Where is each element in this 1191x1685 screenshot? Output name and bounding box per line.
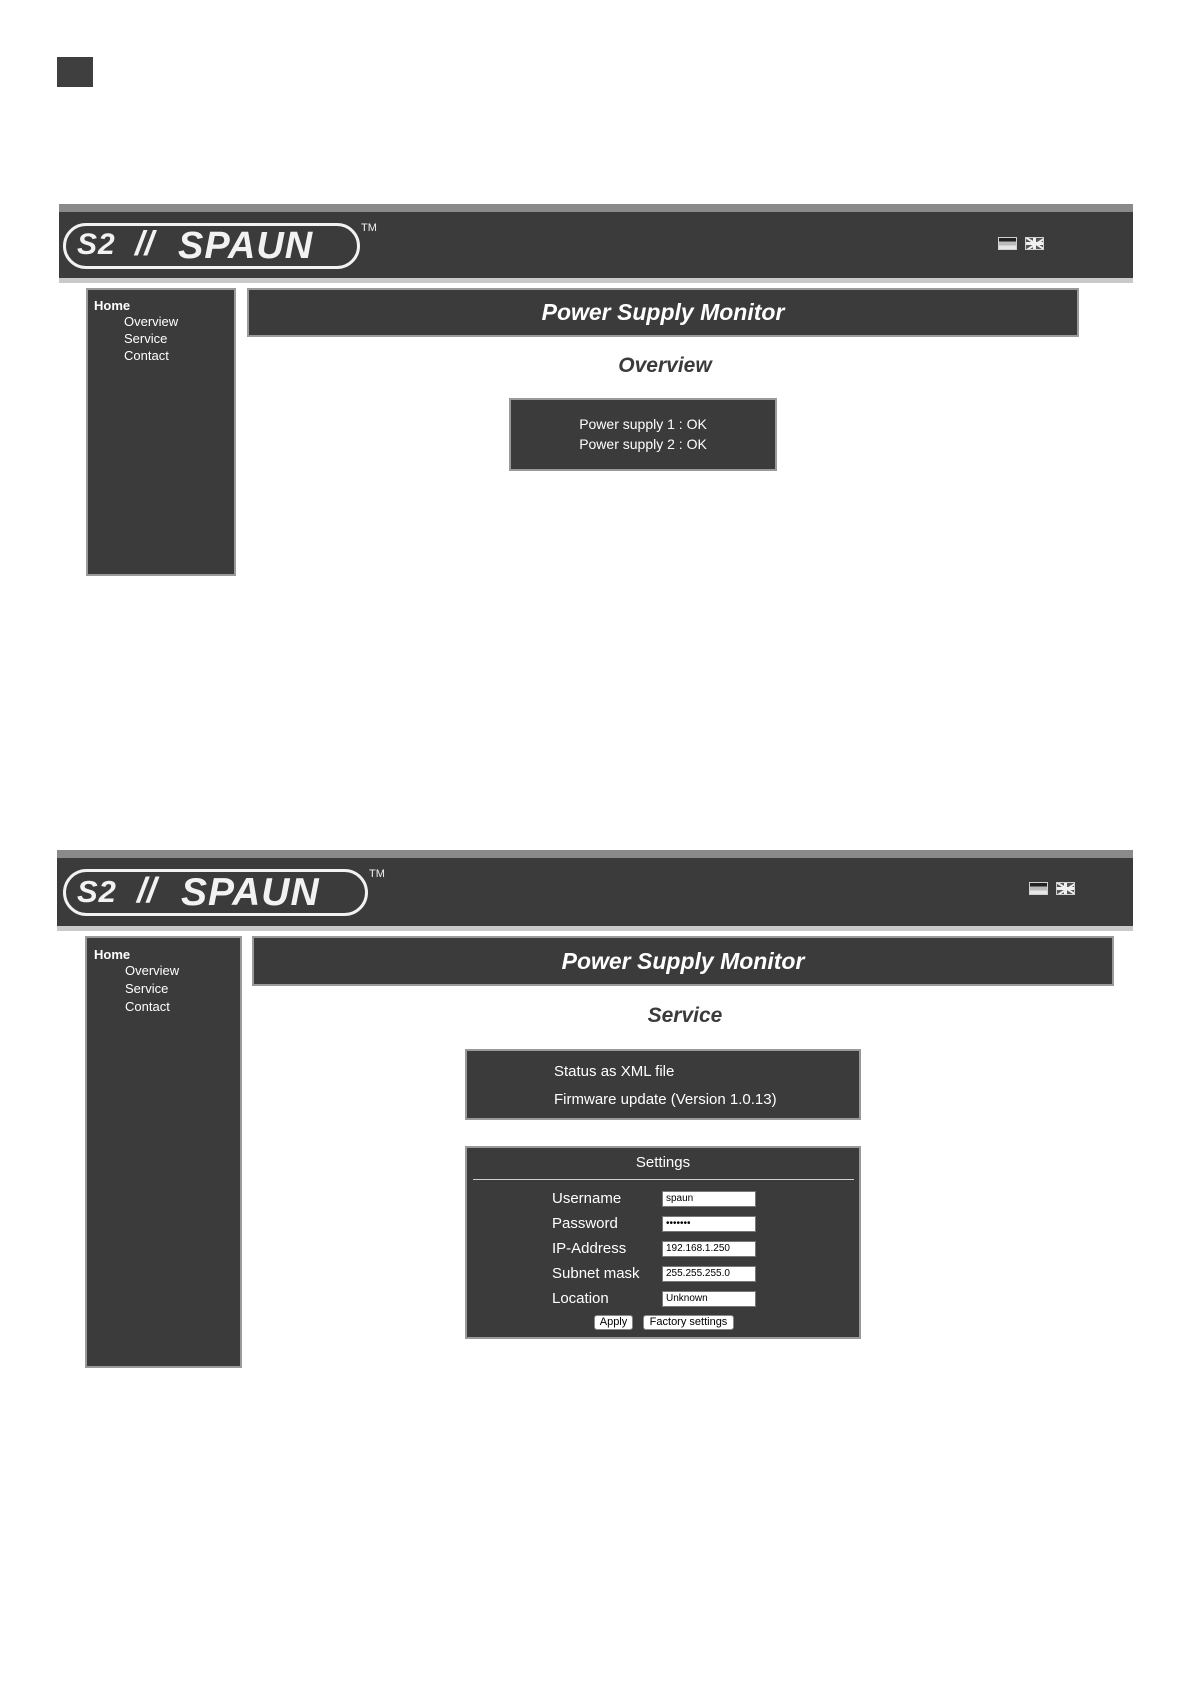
spaun-logo[interactable] bbox=[63, 223, 360, 269]
sidebar bbox=[86, 288, 236, 576]
ip-address-input[interactable]: 192.168.1.250 bbox=[662, 1241, 756, 1257]
spaun-logo[interactable] bbox=[63, 869, 368, 916]
page-title: Power Supply Monitor bbox=[541, 299, 785, 325]
page-title-bar bbox=[252, 936, 1114, 986]
page-heading: Service bbox=[647, 1004, 723, 1027]
page-title-bar bbox=[247, 288, 1079, 337]
nav-home[interactable]: Home bbox=[94, 298, 131, 313]
settings-title: Settings bbox=[635, 1154, 691, 1171]
header-bottom-strip bbox=[57, 926, 1133, 931]
nav-overview[interactable]: Overview bbox=[125, 963, 180, 978]
ip-address-label: IP-Address bbox=[552, 1240, 627, 1257]
de-flag-icon[interactable] bbox=[1029, 882, 1048, 895]
de-flag-icon[interactable] bbox=[998, 237, 1017, 250]
factory-settings-button[interactable]: Factory settings bbox=[643, 1315, 734, 1330]
firmware-update-link[interactable]: Firmware update (Version 1.0.13) bbox=[554, 1091, 777, 1108]
power-supply-1-status: Power supply 1 : OK bbox=[579, 416, 707, 432]
header-bottom-strip bbox=[59, 278, 1133, 283]
logo-text: SPAUN bbox=[181, 871, 320, 914]
username-label: Username bbox=[552, 1190, 622, 1207]
header-top-strip bbox=[59, 204, 1133, 212]
trademark: TM bbox=[361, 222, 377, 234]
nav-overview[interactable]: Overview bbox=[124, 314, 179, 329]
nav-contact[interactable]: Contact bbox=[125, 999, 170, 1014]
password-label: Password bbox=[552, 1215, 618, 1232]
location-label: Location bbox=[552, 1290, 609, 1307]
nav-service[interactable]: Service bbox=[124, 331, 168, 346]
header-top-strip bbox=[57, 850, 1133, 858]
password-input[interactable]: ••••••• bbox=[662, 1216, 756, 1232]
header-bar bbox=[57, 858, 1133, 926]
logo-slashes: // bbox=[135, 225, 154, 263]
subnet-mask-input[interactable]: 255.255.255.0 bbox=[662, 1266, 756, 1282]
logo-text: SPAUN bbox=[178, 225, 314, 267]
page-title: Power Supply Monitor bbox=[561, 948, 805, 974]
apply-button[interactable]: Apply bbox=[594, 1315, 633, 1330]
corner-square bbox=[57, 57, 93, 87]
status-xml-link[interactable]: Status as XML file bbox=[554, 1063, 675, 1080]
nav-contact[interactable]: Contact bbox=[124, 348, 169, 363]
logo-mark: S2 bbox=[77, 228, 116, 261]
settings-divider bbox=[473, 1179, 854, 1180]
sidebar bbox=[85, 936, 242, 1368]
uk-flag-icon[interactable] bbox=[1025, 237, 1044, 250]
subnet-mask-label: Subnet mask bbox=[552, 1265, 640, 1282]
nav-service[interactable]: Service bbox=[125, 981, 169, 996]
page-heading: Overview bbox=[618, 354, 712, 377]
header-bar bbox=[59, 212, 1133, 278]
uk-flag-icon[interactable] bbox=[1056, 882, 1075, 895]
logo-slashes: // bbox=[137, 871, 157, 910]
location-input[interactable]: Unknown bbox=[662, 1291, 756, 1307]
nav-home[interactable]: Home bbox=[94, 947, 131, 962]
service-links-panel bbox=[465, 1049, 861, 1120]
settings-panel bbox=[465, 1146, 861, 1339]
power-supply-2-status: Power supply 2 : OK bbox=[579, 436, 707, 452]
trademark: TM bbox=[369, 868, 385, 880]
logo-mark: S2 bbox=[77, 874, 117, 909]
status-panel bbox=[509, 398, 777, 471]
username-input[interactable]: spaun bbox=[662, 1191, 756, 1207]
